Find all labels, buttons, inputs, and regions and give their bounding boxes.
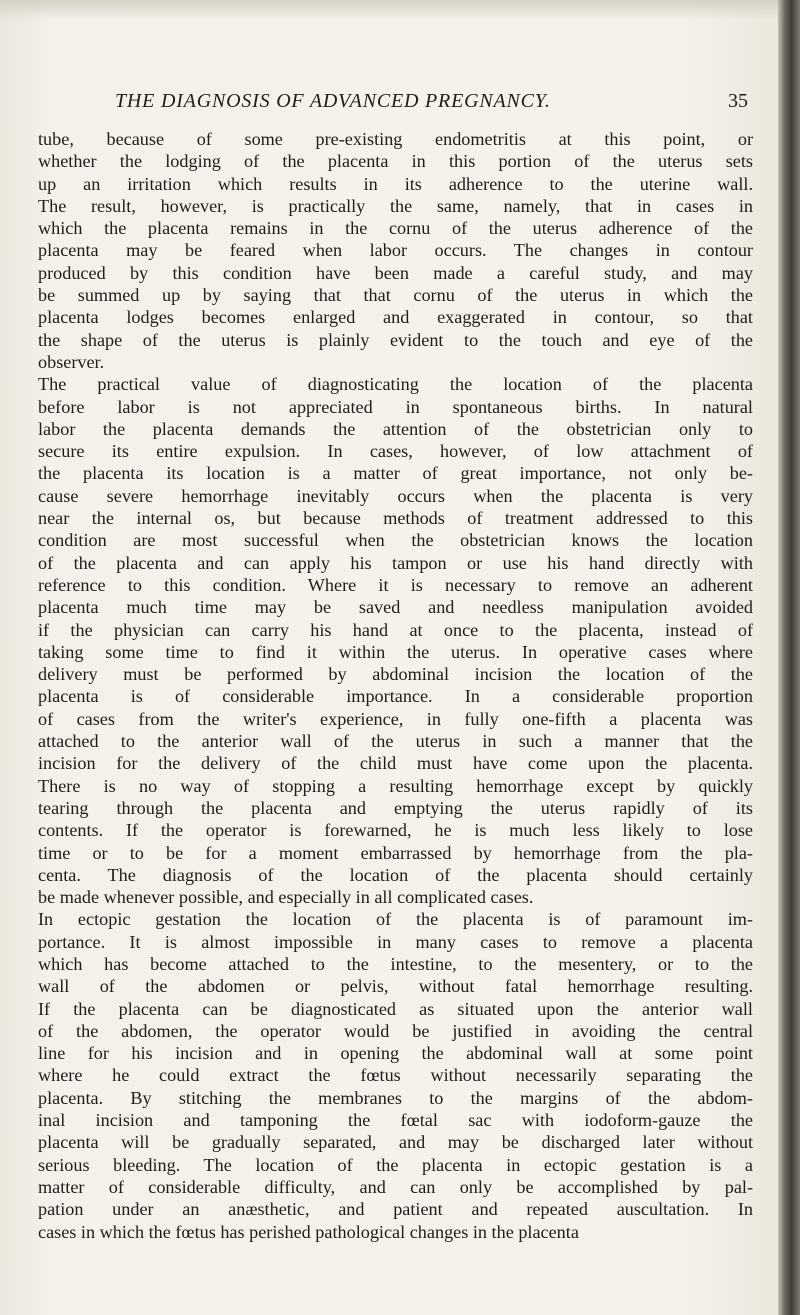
text-line: There is no way of stopping a resulting hemorrhage except by quickly xyxy=(38,775,753,796)
text-line: The result, however, is practically the same, namely, that in cases in xyxy=(38,195,753,216)
text-line: tube, because of some pre-existing endometritis at this point, or xyxy=(38,129,753,149)
text-line: near the internal os, but because methods of treatment addressed to this xyxy=(38,508,753,529)
text-line: placenta much time may be saved and needless manipulation avoided xyxy=(38,597,753,618)
text-line: cases in which the fœtus has perished pathological changes in the placenta xyxy=(38,1221,579,1242)
text-line: labor the placenta demands the attention of the obstetrician only to xyxy=(38,418,753,439)
text-line: wall of the abdomen or pelvis, without fatal hemorrhage resulting. xyxy=(38,976,753,997)
text-line: placenta will be gradually separated, and may be discharged later without xyxy=(38,1132,753,1153)
text-line: be summed up by saying that that cornu of the uterus in which the xyxy=(38,285,753,306)
text-line: whether the lodging of the placenta in this portion of the uterus sets xyxy=(38,151,753,172)
text-line: condition are most successful when the obstetrician knows the location xyxy=(38,530,753,551)
text-line: of cases from the writer's experience, in fully one-fifth a placenta was xyxy=(38,708,753,729)
book-spine-edge xyxy=(778,0,800,1315)
text-line: be made whenever possible, and especially in all complicated cases. xyxy=(38,887,534,908)
running-head: THE DIAGNOSIS OF ADVANCED PREGNANCY. xyxy=(115,90,551,112)
text-line: if the physician can carry his hand at once to the placenta, instead of xyxy=(38,619,753,640)
text-line: pation under an anæsthetic, and patient and repeated auscultation. In xyxy=(38,1199,753,1220)
body-text xyxy=(38,128,753,1243)
text-line: before labor is not appreciated in spontaneous births. In natural xyxy=(38,396,753,417)
text-line: tearing through the placenta and emptying the uterus rapidly of its xyxy=(38,797,753,818)
text-line: serious bleeding. The location of the placenta in ectopic gestation is a xyxy=(38,1154,753,1175)
text-line: delivery must be performed by abdominal incision the location of the xyxy=(38,664,753,685)
text-line: placenta. By stitching the membranes to the margins of the abdom- xyxy=(38,1087,753,1108)
text-line: produced by this condition have been made a careful study, and may xyxy=(38,262,753,283)
text-line: of the abdomen, the operator would be justified in avoiding the central xyxy=(38,1020,753,1041)
text-line: incision for the delivery of the child must have come upon the placenta. xyxy=(38,753,753,774)
page-top-shadow xyxy=(0,0,800,20)
text-line: If the placenta can be diagnosticated as situated upon the anterior wall xyxy=(38,998,753,1019)
text-line: placenta lodges becomes enlarged and exaggerated in contour, so that xyxy=(38,307,753,328)
text-line: cause severe hemorrhage inevitably occurs when the placenta is very xyxy=(38,485,753,506)
text-line: centa. The diagnosis of the location of the placenta should certainly xyxy=(38,864,753,885)
text-line: placenta is of considerable importance. In a considerable proportion xyxy=(38,686,753,707)
text-line: where he could extract the fœtus without necessarily separating the xyxy=(38,1065,753,1086)
text-line: time or to be for a moment embarrassed by hemorrhage from the pla- xyxy=(38,842,753,863)
text-line: matter of considerable difficulty, and can only be accomplished by pal- xyxy=(38,1176,753,1197)
text-line: The practical value of diagnosticating the location of the placenta xyxy=(38,374,753,395)
text-line: taking some time to find it within the uterus. In operative cases where xyxy=(38,641,753,662)
text-line: the placenta its location is a matter of great importance, not only be- xyxy=(38,463,753,484)
text-line: the shape of the uterus is plainly evident to the touch and eye of the xyxy=(38,329,753,350)
text-line: portance. It is almost impossible in many cases to remove a placenta xyxy=(38,931,753,952)
text-line: which has become attached to the intestine, to the mesentery, or to the xyxy=(38,953,753,974)
text-line: observer. xyxy=(38,351,105,372)
text-line: inal incision and tamponing the fœtal sac with iodoform-gauze the xyxy=(38,1110,753,1131)
text-line: placenta may be feared when labor occurs. The changes in contour xyxy=(38,240,753,261)
text-line: reference to this condition. Where it is necessary to remove an adherent xyxy=(38,574,753,595)
text-line: secure its entire expulsion. In cases, however, of low attachment of xyxy=(38,441,753,462)
page-number: 35 xyxy=(728,90,748,112)
text-line: In ectopic gestation the location of the placenta is of paramount im- xyxy=(38,909,753,930)
text-line: of the placenta and can apply his tampon or use his hand directly with xyxy=(38,552,753,573)
text-line: which the placenta remains in the cornu of the uterus adherence of the xyxy=(38,218,753,239)
page-header xyxy=(60,90,760,120)
text-line: contents. If the operator is forewarned, he is much less likely to lose xyxy=(38,820,753,841)
text-line: attached to the anterior wall of the uterus in such a manner that the xyxy=(38,731,753,752)
text-line: up an irritation which results in its adherence to the uterine wall. xyxy=(38,173,753,194)
text-line: line for his incision and in opening the abdominal wall at some point xyxy=(38,1043,753,1064)
